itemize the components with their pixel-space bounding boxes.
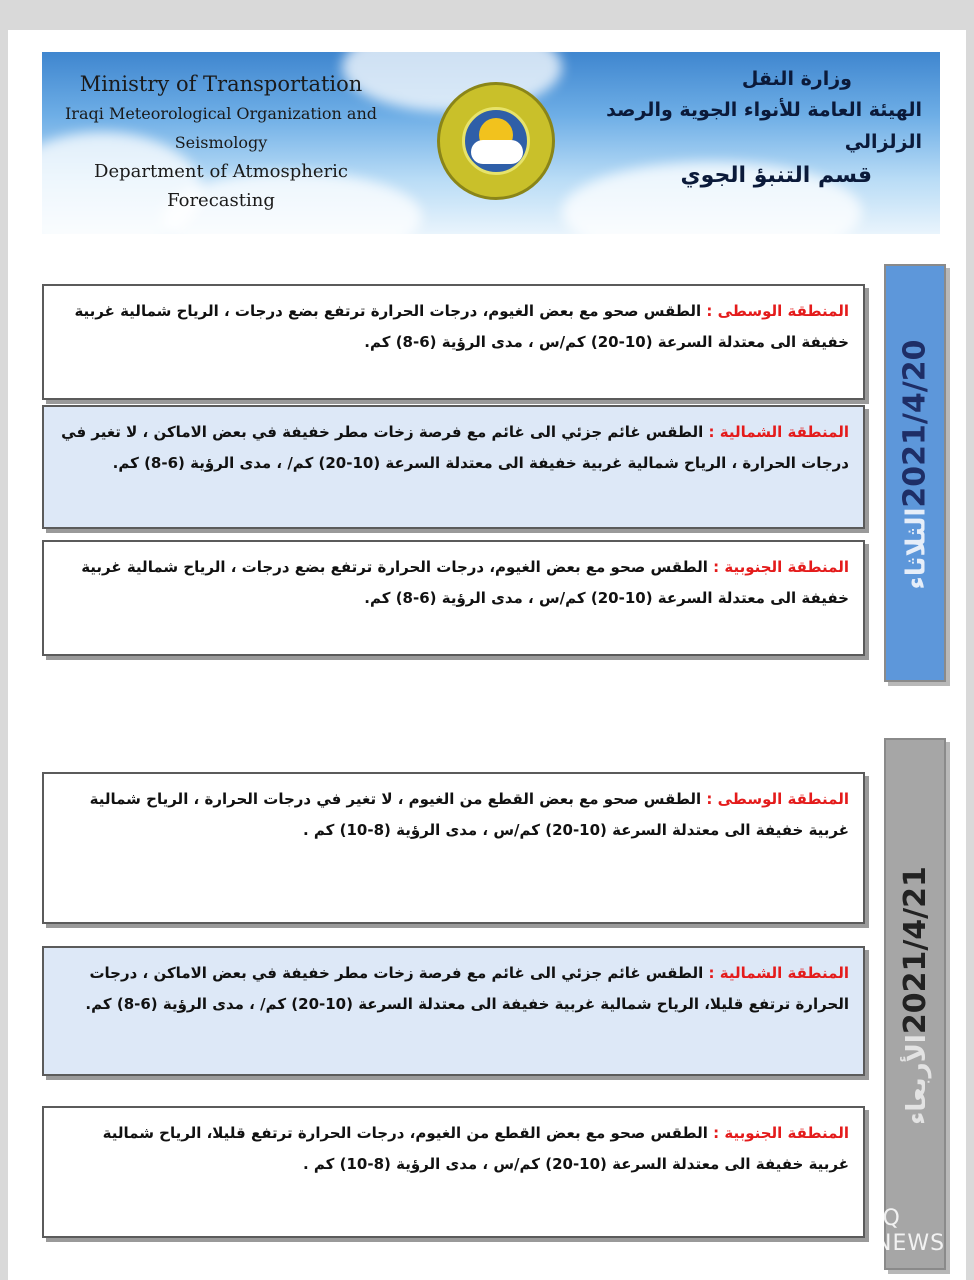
region-label: المنطقة الوسطى [717, 302, 849, 320]
region-label: المنطقة الشمالية [719, 964, 849, 982]
date-tab-day1 [884, 264, 946, 682]
header-banner [42, 52, 940, 234]
ministry-name-en: Ministry of Transportation [79, 72, 363, 96]
forecast-box-north-day1: المنطقة الشمالية : الطقس غائم جزئي الى غائم مع فرصة زخات مطر خفيفة في بعض الاماكن ، لا تغير في درجات الحرارة ، الرياح شمالية غربية خفيفة الى معتدلة السرعة (10-20) كم/ ، مدى الرؤية (6-8) كم. [42, 405, 865, 529]
forecast-box-north-day2: المنطقة الشمالية : الطقس غائم جزئي الى غائم مع فرصة زخات مطر خفيفة في بعض الاماكن ، درجات الحرارة ترتفع قليلا، الرياح شمالية غربية خفيفة الى معتدلة السرعة (10-20) كم/ ، مدى الرؤية (6-8) كم. [42, 946, 865, 1076]
region-label: المنطقة الشمالية [719, 423, 849, 441]
forecast-text: الطقس صحو مع بعض القطع من الغيوم ، لا تغير في درجات الحرارة ، الرياح شمالية غربية خفيفة الى معتدلة السرعة (10-20) كم/س ، مدى الرؤية (8-10) كم . [89, 790, 849, 839]
region-label: المنطقة الوسطى [717, 790, 849, 808]
department-name-en: Department of Atmospheric Forecasting [94, 161, 348, 211]
header-english [56, 70, 386, 215]
forecast-box-south-day2: المنطقة الجنوبية : الطقس صحو مع بعض القطع من الغيوم، درجات الحرارة ترتفع قليلا، الرياح شمالية غربية خفيفة الى معتدلة السرعة (10-20) كم/س ، مدى الرؤية (8-10) كم . [42, 1106, 865, 1238]
forecast-text: الطقس غائم جزئي الى غائم مع فرصة زخات مطر خفيفة في بعض الاماكن ، لا تغير في درجات الحرارة ، الرياح شمالية غربية خفيفة الى معتدلة السرعة (10-20) كم/ ، مدى الرؤية (6-8) كم. [61, 423, 849, 472]
forecast-box-middle-day2: المنطقة الوسطى : الطقس صحو مع بعض القطع من الغيوم ، لا تغير في درجات الحرارة ، الرياح شمالية غربية خفيفة الى معتدلة السرعة (10-20) كم/س ، مدى الرؤية (8-10) كم . [42, 772, 865, 924]
organization-name-en: Iraqi Meteorological Organization and Seismology [64, 104, 378, 152]
forecast-box-south-day1: المنطقة الجنوبية : الطقس صحو مع بعض الغيوم، درجات الحرارة ترتفع بضع درجات ، الرياح شمالية غربية خفيفة الى معتدلة السرعة (10-20) كم/س ، مدى الرؤية (6-8) كم. [42, 540, 865, 656]
department-name-ar: قسم التنبؤ الجوي [680, 163, 872, 188]
ministry-name-ar: وزارة النقل [741, 68, 852, 90]
region-label: المنطقة الجنوبية [724, 1124, 849, 1142]
day-name-day2: الأربعاء [901, 1033, 932, 1125]
organization-logo-icon [437, 82, 555, 200]
forecast-text: الطقس صحو مع بعض الغيوم، درجات الحرارة ترتفع بضع درجات ، الرياح شمالية غربية خفيفة الى معتدلة السرعة (10-20) كم/س ، مدى الرؤية (6-8) كم. [74, 302, 849, 351]
date-day2: 2021/4/21 [897, 865, 933, 1034]
page [8, 30, 966, 1280]
region-label: المنطقة الجنوبية [724, 558, 849, 576]
forecast-text: الطقس صحو مع بعض الغيوم، درجات الحرارة ترتفع بضع درجات ، الرياح شمالية غربية خفيفة الى معتدلة السرعة (10-20) كم/س ، مدى الرؤية (6-8) كم. [81, 558, 849, 607]
forecast-text: الطقس صحو مع بعض القطع من الغيوم، درجات الحرارة ترتفع قليلا، الرياح شمالية غربية خفيفة الى معتدلة السرعة (10-20) كم/س ، مدى الرؤية (8-10) كم . [102, 1124, 849, 1173]
header-arabic [602, 64, 922, 194]
date-tab-day2 [884, 738, 946, 1270]
forecast-box-middle-day1: المنطقة الوسطى : الطقس صحو مع بعض الغيوم، درجات الحرارة ترتفع بضع درجات ، الرياح شمالية غربية خفيفة الى معتدلة السرعة (10-20) كم/س ، مدى الرؤية (6-8) كم. [42, 284, 865, 400]
watermark: IQ NEWS [875, 1206, 946, 1256]
date-day1: 2021/4/20 [897, 339, 933, 508]
day-name-day1: الثلاثاء [901, 507, 932, 589]
organization-name-ar: الهيئة العامة للأنواء الجوية والرصد الزلزالي [606, 99, 922, 153]
forecast-text: الطقس غائم جزئي الى غائم مع فرصة زخات مطر خفيفة في بعض الاماكن ، درجات الحرارة ترتفع قليلا، الرياح شمالية غربية خفيفة الى معتدلة السرعة (10-20) كم/ ، مدى الرؤية (6-8) كم. [85, 964, 849, 1013]
